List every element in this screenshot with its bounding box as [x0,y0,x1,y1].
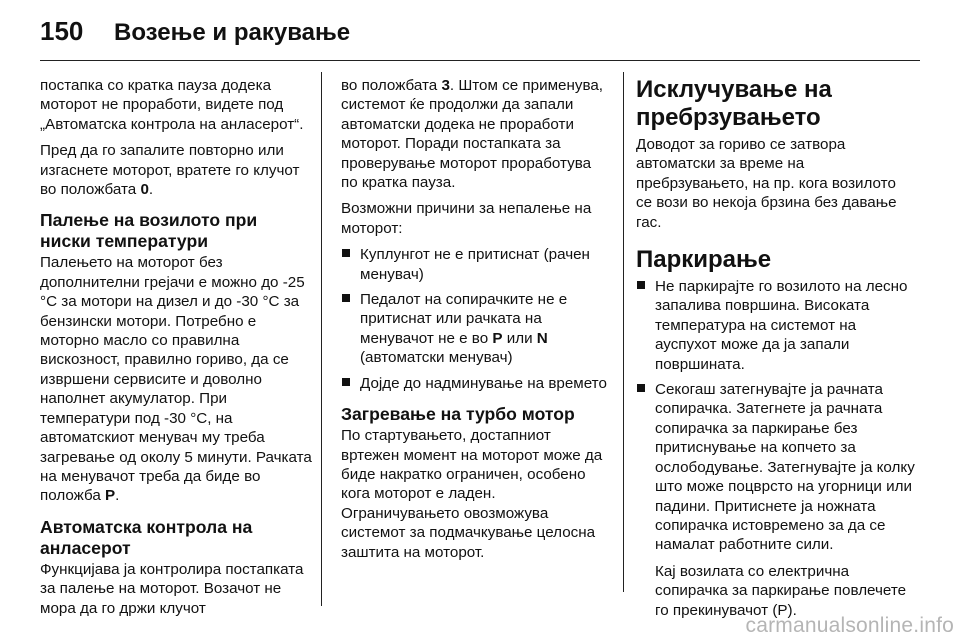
paragraph-low-temperature: Палењето на моторот без дополнителни грејачи е можно до -25 °C за мотори на дизел и до -30 °C за бензински мотори. Потребно е моторно масло со правилна вискозност, правилно гориво, да се извршени сервисите и доволно наполнет акумулатор. При температури под -30 °C, на автоматскиот менувач му треба загревање од околу 5 минути. Рачката на менувачот треба да биде во положба P. [40,254,312,505]
paragraph-key-position-3: во положбата 3. Штом се применува, системот ќе продолжи да запали автоматски додека не проработи моторот. Поради постапката за проверување моторот проработува по кратка пауза. [341,77,604,192]
square-bullet-icon [342,378,350,386]
page-number: 150 [40,16,84,46]
key-position-0: 0 [140,181,149,199]
page-header [40,16,350,52]
square-bullet-icon [342,294,350,302]
paragraph-intro: постапка со кратка пауза додека моторот не проработи, видете под „Автоматска контрола на анласерот“. [40,77,304,133]
parking-list [636,277,916,620]
header-divider [40,60,920,61]
heading-auto-starter: Автоматска контрола на анласерот [40,516,253,558]
paragraph-turbo-warmup: По стартувањето, достапниот вртежен момент на моторот може да биде накратко ограничен, особено кога моторот е ладен. Ограничувањето овозможува системот за подмачкување целосна заштита на моторот. [341,427,603,561]
paragraph-electric-brake: Кај возилата со електрична сопирачка за паркирање повлечете го прекинувачот (P). [655,562,907,619]
heading-turbo-warmup: Загревање на турбо мотор [341,404,575,425]
square-bullet-icon [342,249,350,257]
square-bullet-icon [637,384,645,392]
column-3 [636,76,916,627]
paragraph-key-position: Пред да го запалите повторно или изгаснете моторот, вратете го клучот во положбата 0. [40,142,300,199]
list-item: Секогаш затегнувајте ја рачната сопирачка. Затегнете ја рачната сопирачка за паркирање без притиснување на копчето за ослободување. Затегнувајте ја колку што може поцврсто на угорници или падини. Притиснете ја ножната сопирачка истовремено за да се намалат работните сили. Кај возилата со електрична сопирачка за паркирање повлечете го прекинувачот (P). [636,380,916,620]
list-item: Куплунгот не е притиснат (рачен менувач) [341,245,609,284]
paragraph-auto-starter: Функцијава ја контролира постапката за палење на моторот. Возачот не мора да го држи клучот [40,560,304,617]
watermark: carmanualsonline.info [745,614,954,637]
key-position-3: 3 [441,77,450,94]
column-divider-1 [321,72,322,606]
square-bullet-icon [637,281,645,289]
causes-list [341,245,609,393]
list-item: Дојде до надминување на времето [341,374,609,393]
column-1 [40,76,312,618]
column-2 [341,76,609,569]
paragraph-causes: Возможни причини за непалење на моторот: [341,200,592,237]
parking-brake-icon: (P) [772,601,793,619]
paragraph-overrun-cutoff: Доводот за гориво се затвора автоматски за време на пребрзувањето, на пр. кога возилото се вози во некоја брзина без давање гас. [636,136,897,231]
column-divider-2 [623,72,624,592]
gear-position-p: P [105,487,116,505]
heading-parking: Паркирање [636,246,772,274]
list-item: Педалот на сопирачките не е притиснат или рачката на менувачот не е во P или N (автоматски менувач) [341,290,609,368]
page-title: Возење и ракување [114,19,351,46]
list-item: Не паркирајте го возилото на лесно запалива површина. Високата температура на системот на ауспухот може да ја запали површината. [636,277,916,374]
heading-overrun-cutoff: Исклучување на пребрзувањето [636,76,832,131]
heading-low-temperature: Палење на возилото при ниски температури [40,210,258,252]
